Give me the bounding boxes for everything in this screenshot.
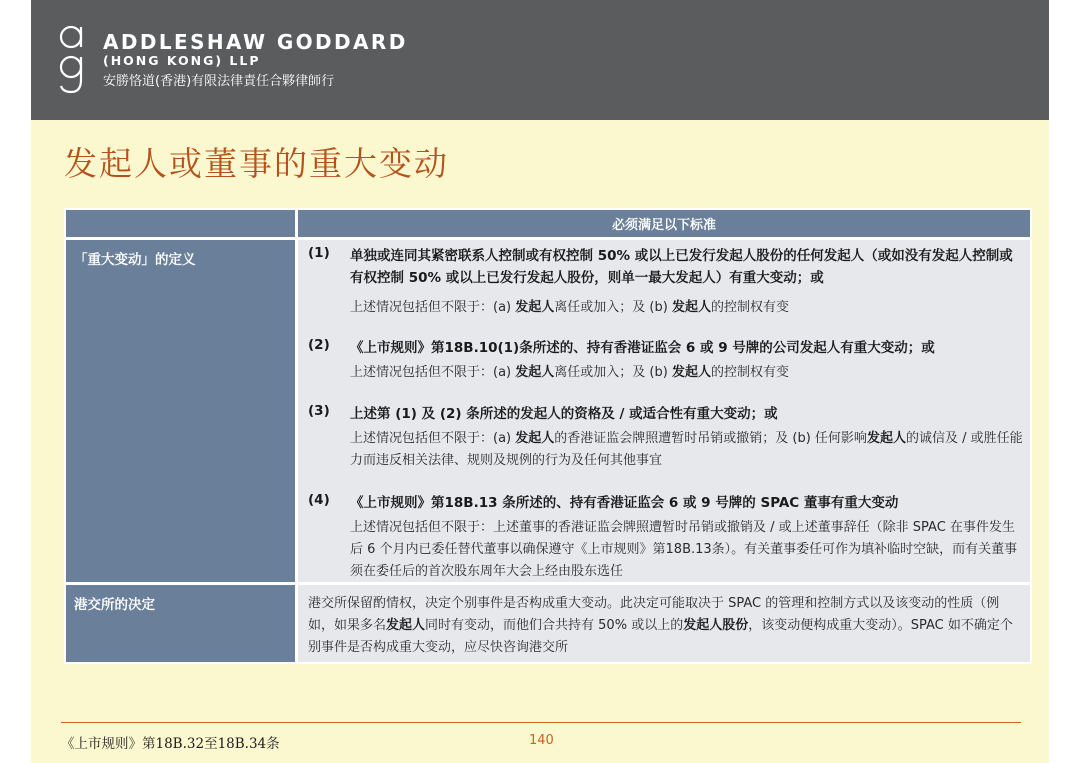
item-detail: 上述情况包括但不限于：上述董事的香港证监会牌照遭暂时吊销或撤销及 / 或上述董事辞任（除非 SPAC 在事件发生后 6 个月内已委任替代董事以确保遵守《上市规则》第18B.13条）。有关董事委任可作为填补临时空缺，而有关董事须在委任后的首次股东周年大会上经由股东选任	[350, 520, 1018, 579]
firm-chinese-name: 安勝恪道(香港)有限法律責任合夥律師行	[103, 74, 335, 89]
row-label-definition: 「重大变动」的定义	[66, 240, 295, 582]
footer-divider	[61, 722, 1021, 723]
item-number: (2)	[308, 337, 330, 353]
ag-logo-icon	[57, 22, 89, 94]
decision-text: 港交所保留酌情权，决定个别事件是否构成重大变动。此决定可能取决于 SPAC 的管理和控制方式以及该变动的性质（例如，如果多名发起人同时有变动，而他们合共持有 50% 或以上的发起人股份，该变动便构成重大变动）。SPAC 如不确定个别事件是否构成重大变动，应尽快咨询港交所	[308, 596, 1013, 655]
item-lead: 单独或连同其紧密联系人控制或有权控制 50% 或以上已发行发起人股份的任何发起人（或如没有发起人控制或有权控制 50% 或以上已发行发起人股份，则单一最大发起人）有重大变动；或	[350, 248, 1013, 286]
header-banner	[31, 0, 1049, 120]
item-detail: 上述情况包括但不限于：(a) 发起人的香港证监会牌照遭暂时吊销或撤销；及 (b) 任何影响发起人的诚信及 / 或胜任能力而违反相关法律、规则及规例的行为及任何其他事宜	[350, 431, 1023, 468]
slide-title: 发起人或董事的重大变动	[64, 144, 449, 183]
footer-reference: 《上市规则》第18B.32至18B.34条	[61, 736, 280, 752]
item-number: (4)	[308, 492, 330, 508]
row-body-decision	[298, 585, 1030, 662]
row-label-decision: 港交所的决定	[66, 585, 295, 662]
firm-subtitle: (HONG KONG) LLP	[103, 53, 261, 68]
item-lead: 上述第 (1) 及 (2) 条所述的发起人的资格及 / 或适合性有重大变动；或	[350, 406, 778, 422]
slide	[31, 0, 1049, 763]
item-detail: 上述情况包括但不限于：(a) 发起人离任或加入；及 (b) 发起人的控制权有变	[350, 300, 789, 315]
criteria-table	[64, 208, 1032, 664]
page-number: 140	[529, 733, 554, 748]
item-number: (1)	[308, 245, 330, 261]
table-header: 必须满足以下标准	[298, 210, 1030, 237]
item-lead: 《上市规则》第18B.10(1)条所述的、持有香港证监会 6 或 9 号牌的公司发起人有重大变动；或	[350, 340, 935, 356]
item-number: (3)	[308, 403, 330, 419]
item-lead: 《上市规则》第18B.13 条所述的、持有香港证监会 6 或 9 号牌的 SPAC 董事有重大变动	[350, 495, 899, 511]
firm-name: ADDLESHAW GODDARD	[103, 30, 408, 54]
row-body-definition	[298, 240, 1030, 582]
item-detail: 上述情况包括但不限于：(a) 发起人离任或加入；及 (b) 发起人的控制权有变	[350, 365, 789, 380]
table-corner-cell	[66, 210, 295, 237]
